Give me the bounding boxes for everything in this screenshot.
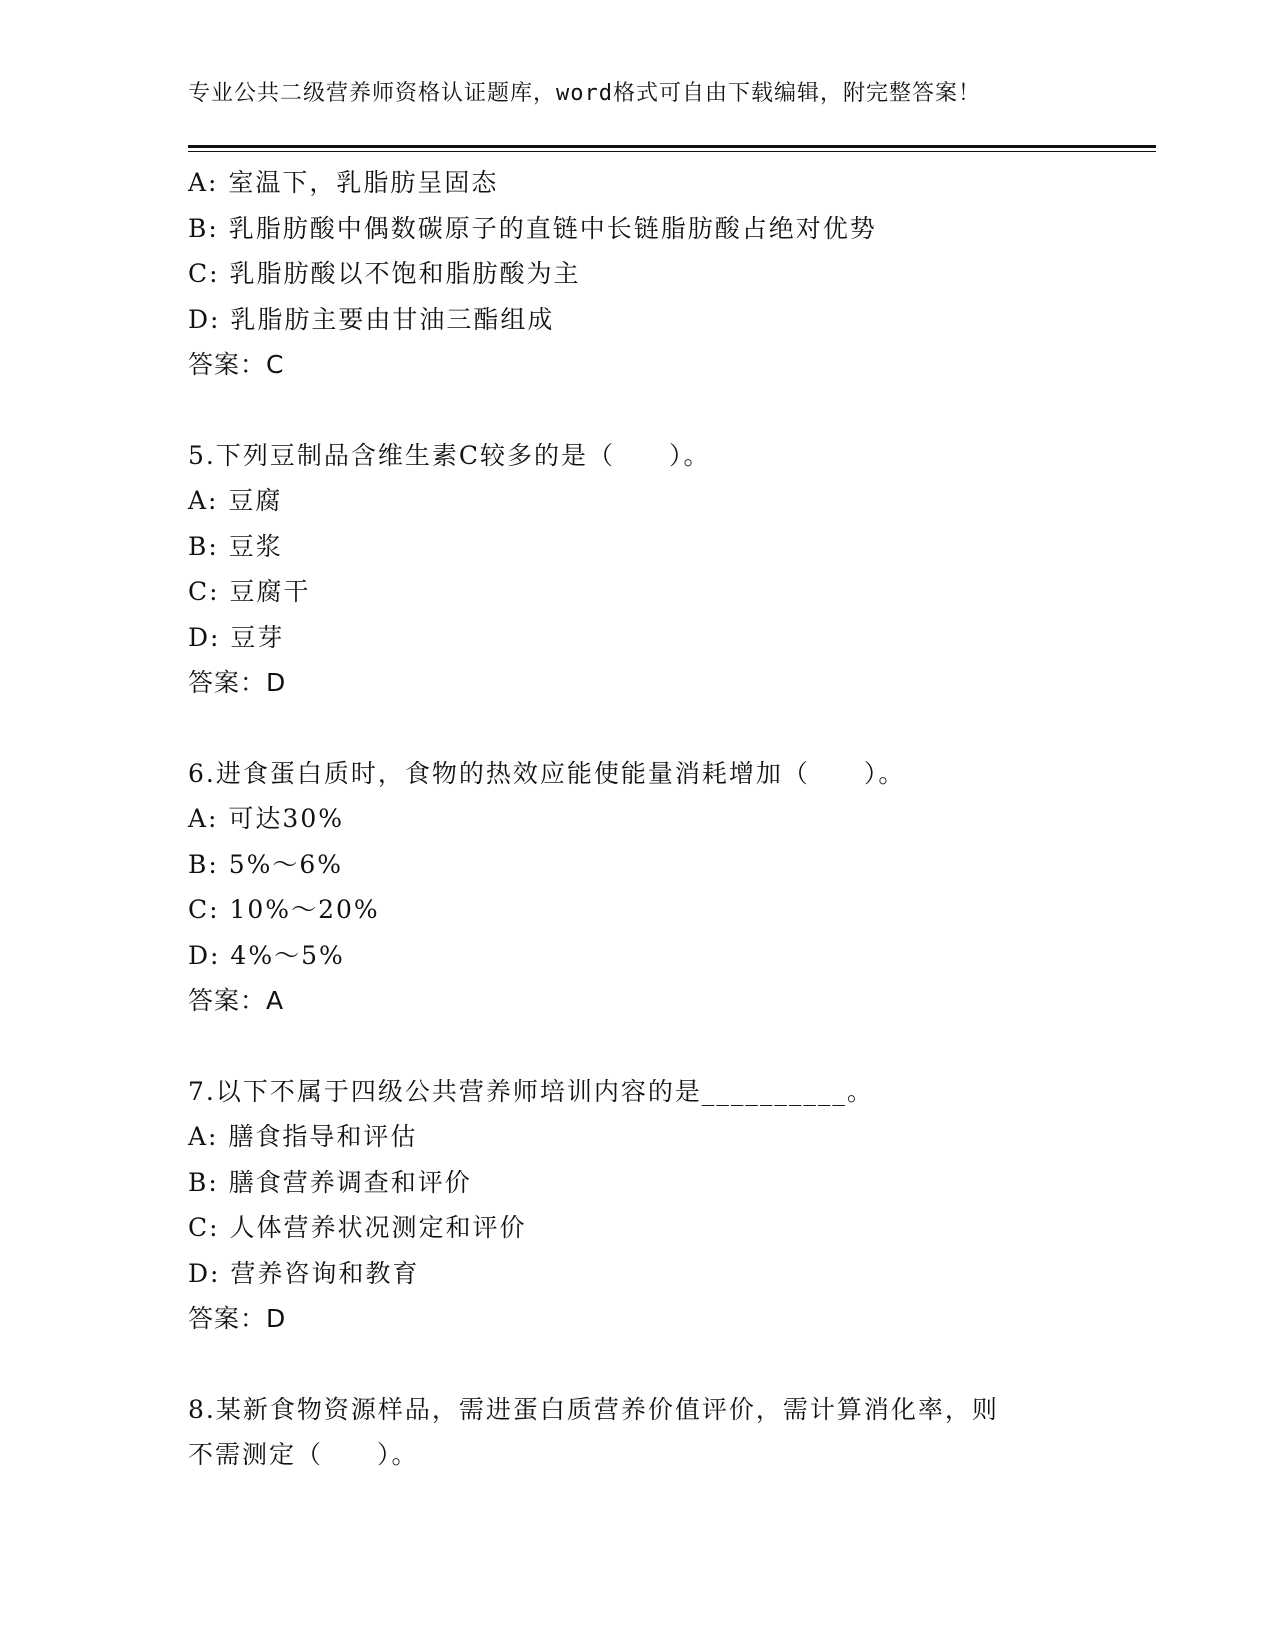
option-b: B: 膳食营养调查和评价 [188,1167,472,1197]
option-c: C: 豆腐干 [188,577,311,606]
spacer [188,388,1148,433]
question-stem: 7.以下不属于四级公共营养师培训内容的是__________。 [188,1076,874,1106]
option-a: A: 室温下，乳脂肪呈固态 [188,168,499,197]
question-block-5 [188,433,1148,706]
option-d: D: 豆芽 [188,622,285,652]
question-stem: 6.进食蛋白质时，食物的热效应能使能量消耗增加（ ）。 [188,758,906,788]
question-block-8 [188,1387,1148,1478]
question-stem-line-1: 8.某新食物资源样品，需进蛋白质营养价值评价，需计算消化率，则 [188,1394,999,1424]
option-d: D: 营养咨询和教育 [188,1258,420,1288]
answer-text: 答案：A [188,986,285,1015]
option-b: B: 豆浆 [188,531,283,561]
page-header: 专业公共二级营养师资格认证题库，word格式可自由下载编辑，附完整答案！ [188,81,981,106]
answer-text: 答案：C [188,350,285,379]
option-a: A: 可达30% [188,804,344,833]
header-divider-thin [188,151,1156,152]
option-c: C: 人体营养状况测定和评价 [188,1213,527,1242]
option-a: A: 膳食指导和评估 [188,1122,418,1151]
header-divider-thick [188,145,1156,148]
question-block-prev [188,160,1148,388]
answer-text: 答案：D [188,1304,287,1333]
question-list [188,160,1148,1478]
answer-text: 答案：D [188,668,287,697]
question-block-6 [188,751,1148,1024]
question-block-7 [188,1069,1148,1342]
option-c: C: 10%～20% [188,895,380,924]
option-b: B: 乳脂肪酸中偶数碳原子的直链中长链脂肪酸占绝对优势 [188,213,877,243]
option-d: D: 乳脂肪主要由甘油三酯组成 [188,304,555,334]
option-b: B: 5%～6% [188,849,344,879]
spacer [188,1024,1148,1069]
spacer [188,706,1148,751]
question-stem: 5.下列豆制品含维生素C较多的是（ ）。 [188,440,711,470]
question-stem-line-2: 不需测定（ ）。 [188,1440,419,1469]
spacer [188,1342,1148,1387]
option-c: C: 乳脂肪酸以不饱和脂肪酸为主 [188,259,581,288]
option-d: D: 4%～5% [188,940,345,970]
option-a: A: 豆腐 [188,486,283,515]
